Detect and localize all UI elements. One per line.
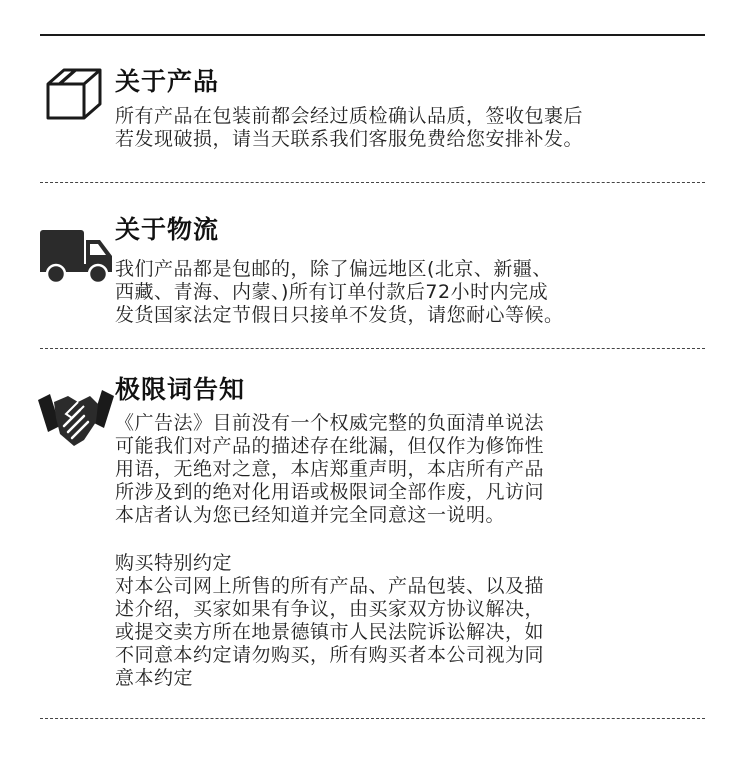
box-icon [44,66,104,126]
top-divider [40,34,705,36]
divider-dashed [40,182,705,183]
limit-line: 用语，无绝对之意，本店郑重声明，本店所有产品 [115,458,545,480]
purchase-line: 或提交卖方所在地景德镇市人民法院诉讼解决，如 [115,621,545,643]
logistics-line: 我们产品都是包邮的，除了偏远地区(北京、新疆、 [115,258,552,280]
logistics-line: 发货国家法定节假日只接单不发货，请您耐心等候。 [115,304,564,326]
product-line: 若发现破损，请当天联系我们客服免费给您安排补发。 [115,128,584,150]
truck-icon [40,228,114,290]
product-line: 所有产品在包装前都会经过质检确认品质，签收包裹后 [115,105,584,127]
limit-line: 可能我们对产品的描述存在纰漏，但仅作为修饰性 [115,435,545,457]
section-title-limit-words: 极限词告知 [115,375,246,404]
divider-dashed [40,718,705,719]
section-title-logistics: 关于物流 [115,215,220,244]
purchase-line: 述介绍，买家如果有争议，由买家双方协议解决， [115,598,545,620]
divider-dashed [40,348,705,349]
section-body-product [115,105,583,151]
purchase-title: 购买特别约定 [115,552,233,574]
logistics-line: 西藏、青海、内蒙、)所有订单付款后72小时内完成 [115,281,549,303]
limit-line: 《广告法》目前没有一个权威完整的负面清单说法 [115,412,545,434]
section-body-limit-words [115,412,544,527]
section-body-logistics [115,258,564,327]
purchase-line: 对本公司网上所售的所有产品、产品包装、以及描 [115,575,545,597]
purchase-agreement [115,552,544,690]
handshake-icon [38,382,114,456]
limit-line: 本店者认为您已经知道并完全同意这一说明。 [115,504,506,526]
section-title-product: 关于产品 [115,67,220,96]
purchase-line: 不同意本约定请勿购买，所有购买者本公司视为同 [115,644,545,666]
purchase-line: 意本约定 [115,667,194,689]
limit-line: 所涉及到的绝对化用语或极限词全部作废，凡访问 [115,481,545,503]
